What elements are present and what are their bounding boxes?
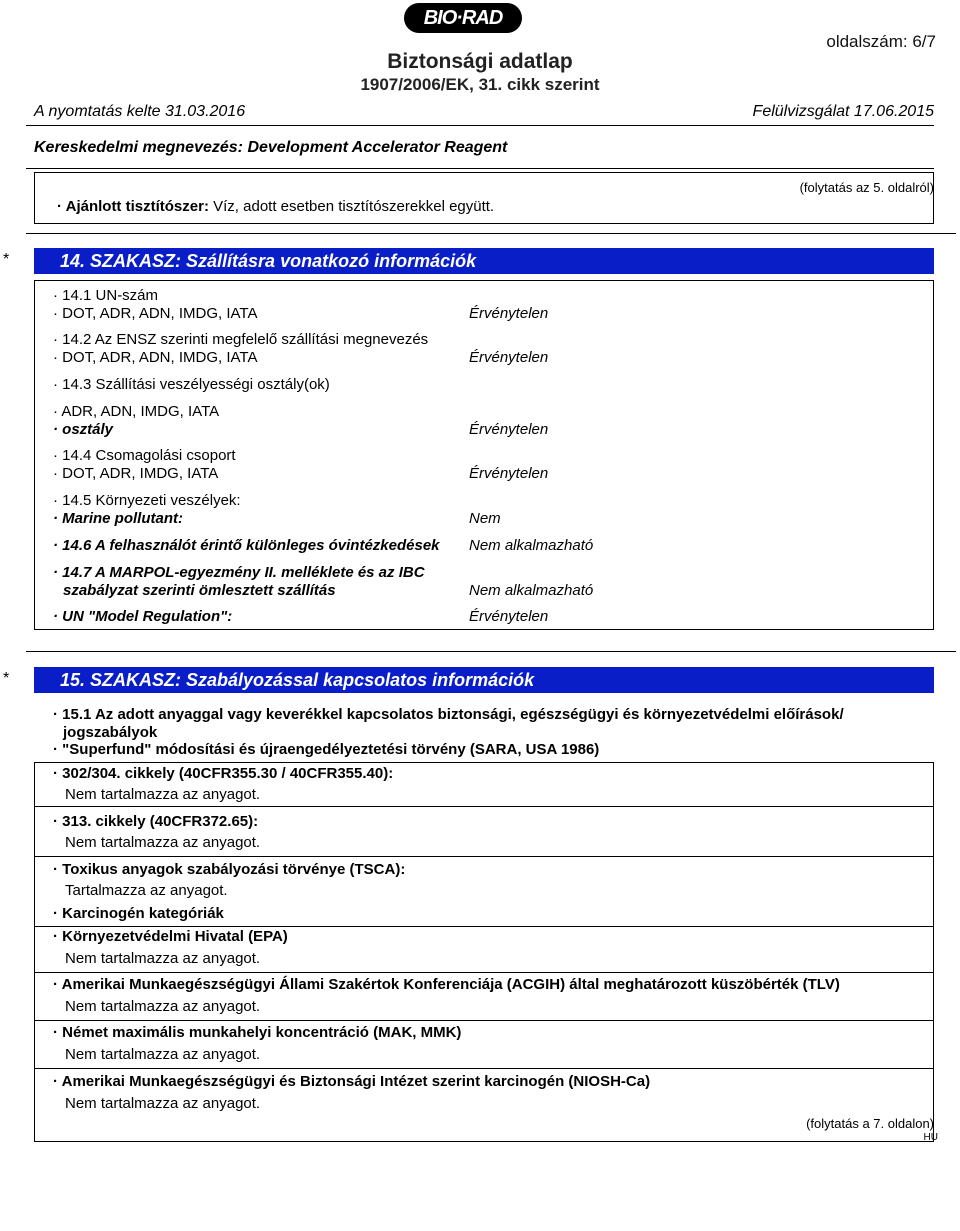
page-number: oldalszám: 6/7 [826, 32, 936, 51]
continued-from-label: (folytatás az 5. oldalról) [799, 180, 934, 195]
continued-on-label: (folytatás a 7. oldalon) [806, 1116, 934, 1131]
row-14-3-value: Érvénytelen [469, 421, 549, 438]
recommended-cleaner [57, 198, 494, 215]
row-14-2-modes: · DOT, ADR, ADN, IMDG, IATA [53, 349, 258, 366]
section-divider-2 [26, 651, 956, 652]
row-14-7-cont: szabályzat szerinti ömlesztett szállítás [63, 582, 336, 599]
sara-302-text: Nem tartalmazza az anyagot. [65, 786, 261, 803]
block-divider [34, 856, 934, 857]
row-14-4-value: Érvénytelen [469, 465, 549, 482]
epa-text: Nem tartalmazza az anyagot. [65, 950, 261, 967]
header-divider-2 [26, 168, 934, 169]
row-14-7-value: Nem alkalmazható [469, 582, 594, 599]
row-un-model: · UN "Model Regulation": [53, 608, 233, 625]
block-divider [34, 1020, 934, 1021]
logo-text: BIO·RAD [423, 7, 503, 29]
header-divider [26, 125, 934, 126]
row-14-1-value: Érvénytelen [469, 305, 549, 322]
block-divider [34, 1068, 934, 1069]
sara-302-heading: · 302/304. cikkely (40CFR355.30 / 40CFR355.40): [53, 765, 394, 782]
row-14-3: · 14.3 Szállítási veszélyességi osztály(ok) [53, 376, 330, 393]
section-divider [26, 233, 956, 234]
tsca-heading: · Toxikus anyagok szabályozási törvénye (TSCA): [53, 861, 406, 878]
language-code: HU [923, 1132, 938, 1143]
niosh-heading: · Amerikai Munkaegészségügyi és Biztonsági Intézet szerint karcinogén (NIOSH-Ca) [53, 1073, 651, 1090]
mak-heading: · Német maximális munkahelyi koncentráció (MAK, MMK) [53, 1024, 462, 1041]
section-15-1-line2: jogszabályok [63, 724, 158, 741]
carcinogen-heading: · Karcinogén kategóriák [53, 905, 224, 922]
row-14-1: · 14.1 UN-szám [53, 287, 159, 304]
revision-date: Felülvizsgálat 17.06.2015 [752, 103, 934, 120]
row-14-3-modes: · ADR, ADN, IMDG, IATA [53, 403, 220, 420]
change-marker: * [3, 251, 10, 268]
block-divider [34, 806, 934, 807]
block-divider [34, 926, 934, 927]
row-14-6: · 14.6 A felhasználót érintő különleges óvintézkedések [53, 537, 440, 554]
block-divider [34, 972, 934, 973]
row-un-model-value: Érvénytelen [469, 608, 549, 625]
niosh-text: Nem tartalmazza az anyagot. [65, 1095, 261, 1112]
row-14-2: · 14.2 Az ENSZ szerinti megfelelő szállítási megnevezés [53, 331, 429, 348]
tsca-text: Tartalmazza az anyagot. [65, 882, 228, 899]
row-14-3-class: · osztály [53, 421, 114, 438]
cleaner-value: Víz, adott esetben tisztítószerekkel együtt. [213, 198, 495, 215]
acgih-text: Nem tartalmazza az anyagot. [65, 998, 261, 1015]
acgih-heading: · Amerikai Munkaegészségügyi Állami Szakértok Konferenciája (ACGIH) által meghatározott küszöbérték (TLV) [53, 976, 840, 993]
section-15-title: 15. SZAKASZ: Szabályozással kapcsolatos információk [34, 667, 934, 693]
section-15-1-line1: · 15.1 Az adott anyaggal vagy keverékkel kapcsolatos biztonsági, egészségügyi és környezetvédelmi előírások/ [53, 706, 844, 723]
bio-rad-logo [404, 3, 522, 33]
row-14-5-marine: · Marine pollutant: [53, 510, 183, 527]
epa-heading: · Környezetvédelmi Hivatal (EPA) [53, 928, 288, 945]
row-14-5: · 14.5 Környezeti veszélyek: [53, 492, 241, 509]
sara-313-text: Nem tartalmazza az anyagot. [65, 834, 261, 851]
document-title: Biztonsági adatlap [387, 50, 573, 73]
mak-text: Nem tartalmazza az anyagot. [65, 1046, 261, 1063]
row-14-6-value: Nem alkalmazható [469, 537, 594, 554]
superfund: · "Superfund" módosítási és újraengedélyeztetési törvény (SARA, USA 1986) [53, 741, 600, 758]
row-14-4: · 14.4 Csomagolási csoport [53, 447, 236, 464]
row-14-2-value: Érvénytelen [469, 349, 549, 366]
trade-name: Kereskedelmi megnevezés: Development Accelerator Reagent [34, 139, 508, 156]
change-marker-2: * [3, 670, 10, 687]
row-14-5-value: Nem [469, 510, 501, 527]
cleaner-label: · Ajánlott tisztítószer: [57, 198, 209, 215]
sara-313-heading: · 313. cikkely (40CFR372.65): [53, 813, 259, 830]
row-14-1-modes: · DOT, ADR, ADN, IMDG, IATA [53, 305, 258, 322]
row-14-4-modes: · DOT, ADR, IMDG, IATA [53, 465, 219, 482]
document-regulation: 1907/2006/EK, 31. cikk szerint [360, 75, 600, 94]
print-date: A nyomtatás kelte 31.03.2016 [34, 103, 246, 120]
section-14-title: 14. SZAKASZ: Szállításra vonatkozó információk [34, 248, 934, 274]
row-14-7: · 14.7 A MARPOL-egyezmény II. melléklete és az IBC [53, 564, 425, 581]
